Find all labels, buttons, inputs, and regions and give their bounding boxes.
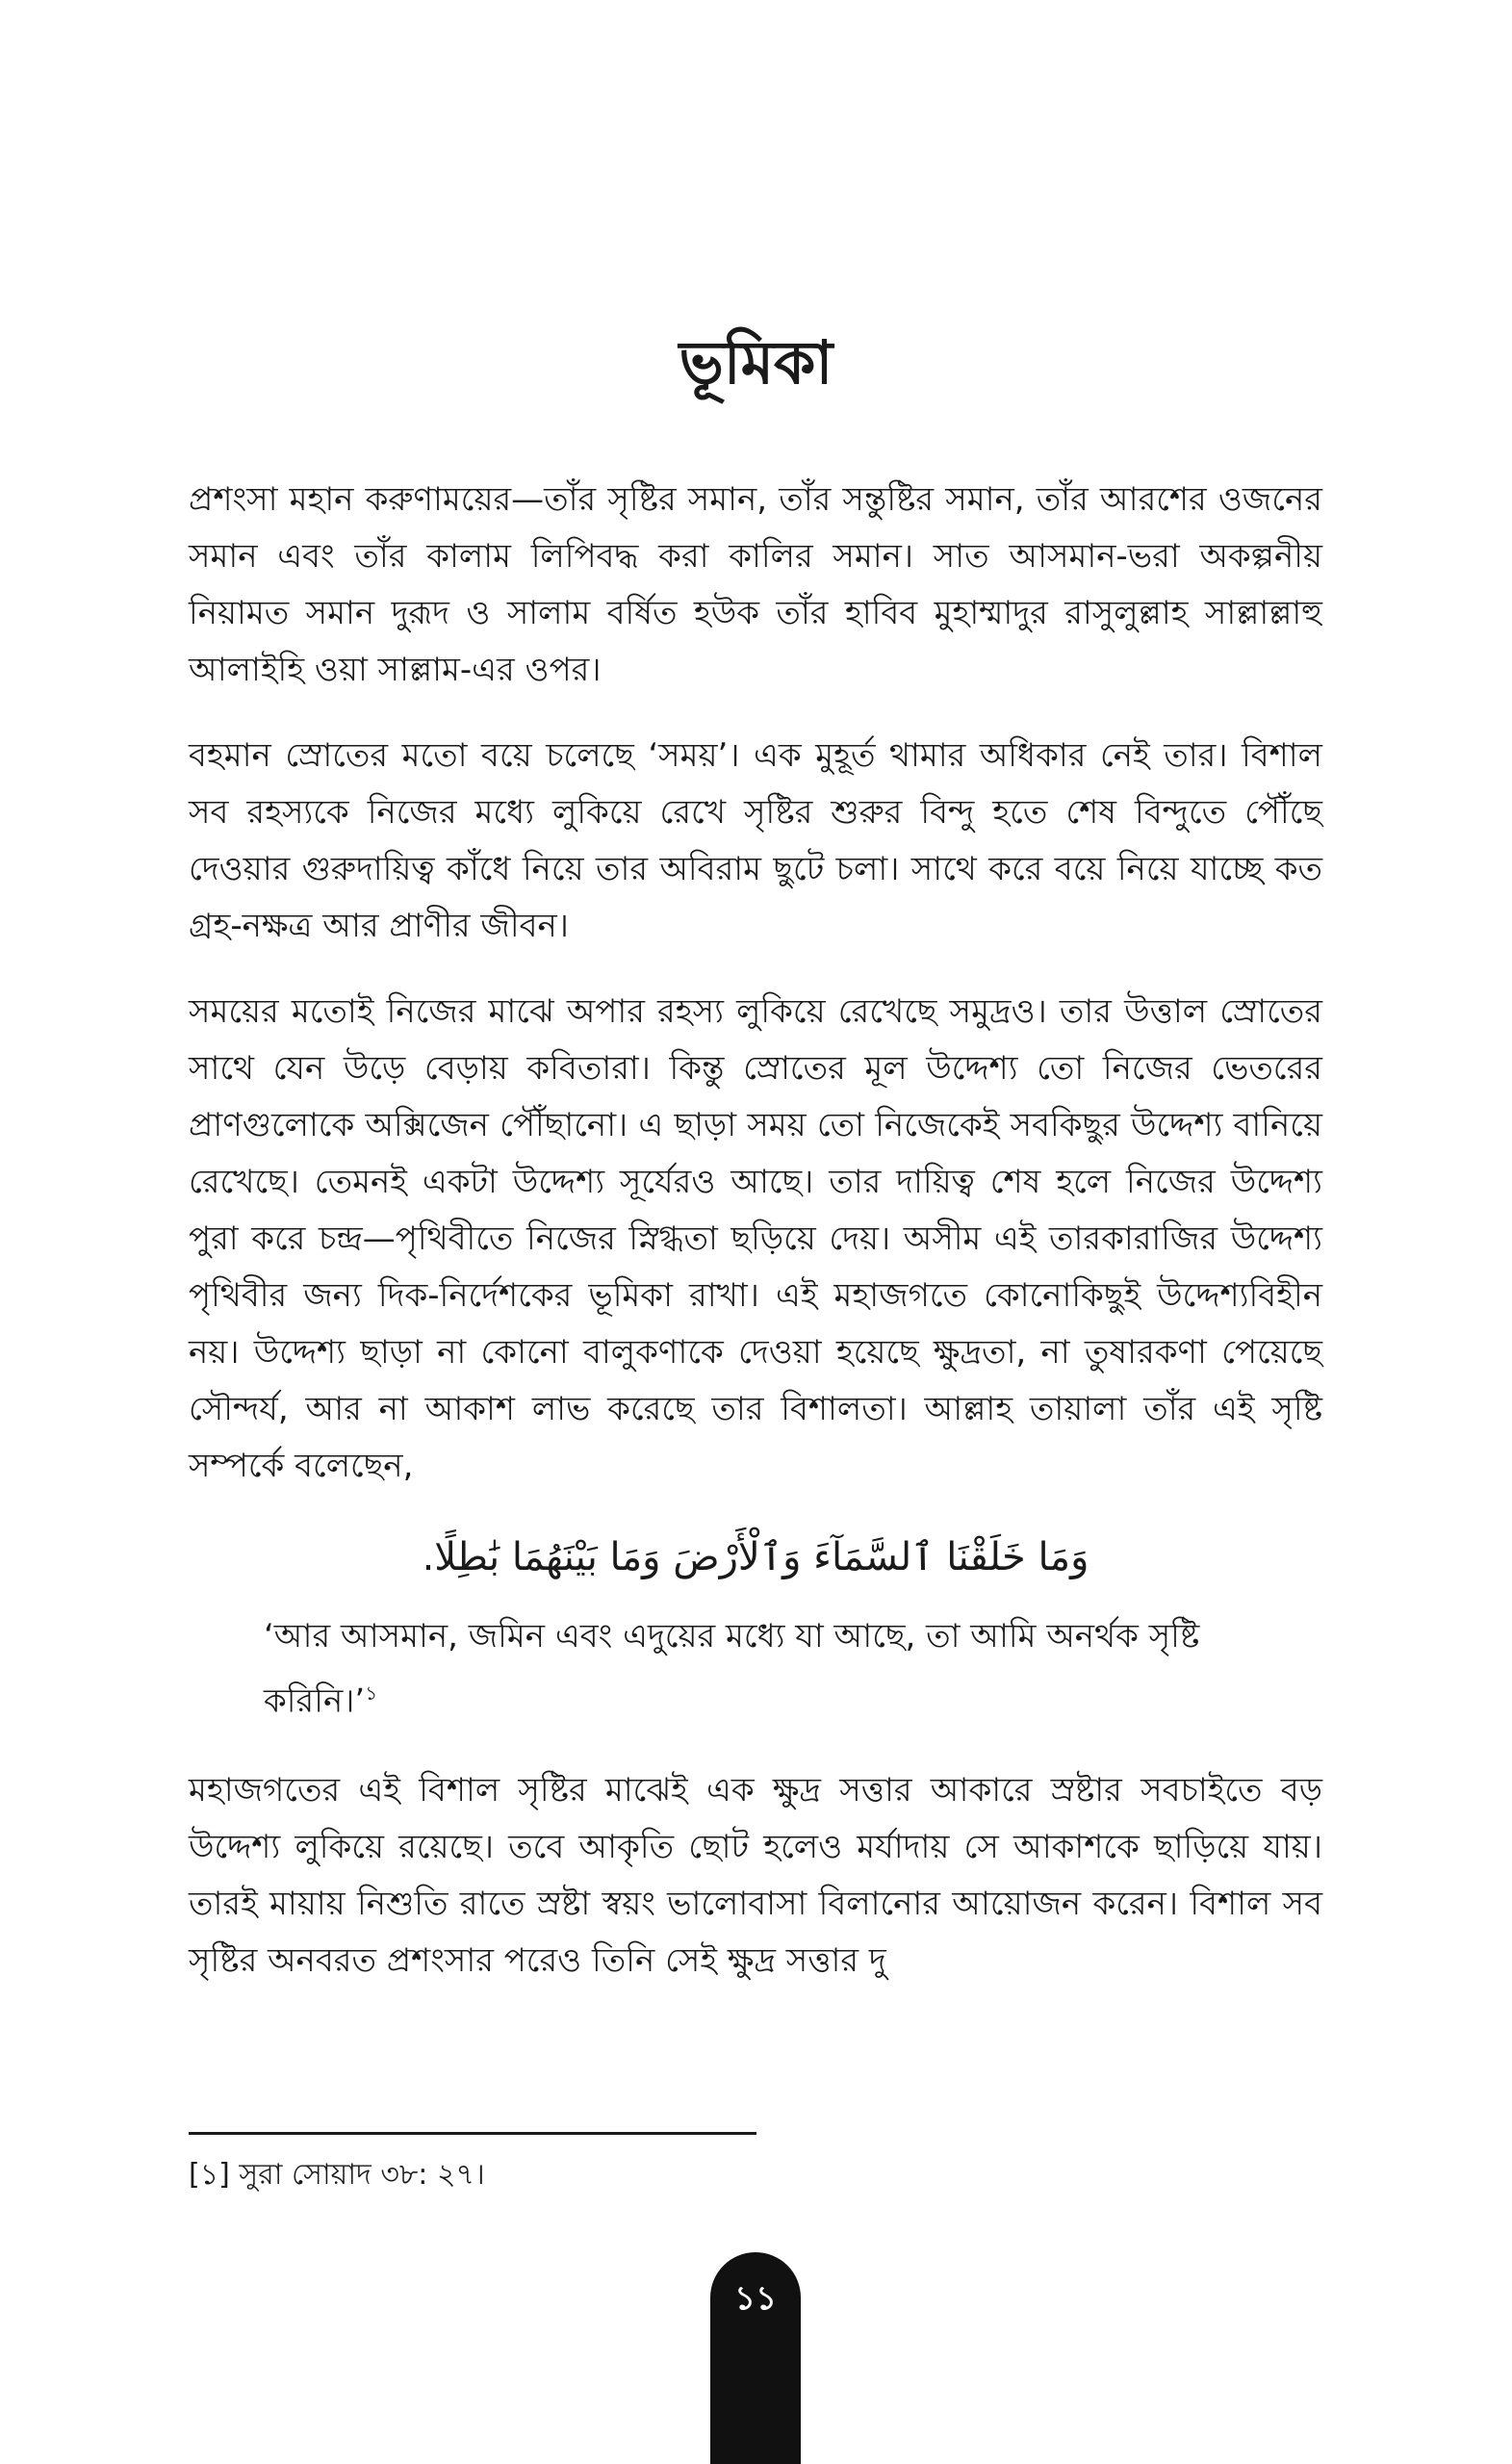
chapter-title: ভূমিকা <box>679 327 833 398</box>
verse-translation-text: ‘আর আসমান, জমিন এবং এদুয়ের মধ্যে যা আছে, তা আমি অনর্থক সৃষ্টি করিনি।’ <box>264 1617 1200 1721</box>
footnote: [১] সুরা সোয়াদ ৩৮: ২৭। <box>189 2158 485 2192</box>
paragraph-ocean: সময়ের মতোই নিজের মাঝে অপার রহস্য লুকিয়ে রেখেছে সমুদ্রও। তার উত্তাল স্রোতের সাথে যেন উড়ে বেড়ায় কবিতারা। কিন্তু স্রোতের মূল উদ্দেশ্য তো নিজের ভেতরের প্রাণগুলোকে অক্সিজেন পৌঁছানো। এ ছাড়া সময় তো নিজেকেই সবকিছুর উদ্দেশ্য বানিয়ে রেখেছে। তেমনই একটা উদ্দেশ্য সূর্যেরও আছে। তার দায়িত্ব শেষ হলে নিজের উদ্দেশ্য পুরা করে চন্দ্র—পৃথিবীতে নিজের স্নিগ্ধতা ছড়িয়ে দেয়। অসীম এই তারকারাজির উদ্দেশ্য পৃথিবীর জন্য দিক-নির্দেশকের ভূমিকা রাখা। এই মহাজগতে কোনোকিছুই উদ্দেশ্যবিহীন নয়। উদ্দেশ্য ছাড়া না কোনো বালুকণাকে দেওয়া হয়েছে ক্ষুদ্রতা, না তুষারকণা পেয়েছে সৌন্দর্য, আর না আকাশ লাভ করেছে তার বিশালতা। আল্লাহ তায়ালা তাঁর এই সৃষ্টি সম্পর্কে বলেছেন, <box>189 992 1322 1485</box>
verse-translation <box>189 1608 1322 1730</box>
page-number: ১১ <box>733 2279 778 2318</box>
paragraph-closing: মহাজগতের এই বিশাল সৃষ্টির মাঝেই এক ক্ষুদ্র সত্তার আকারে স্রষ্টার সবচাইতে বড় উদ্দেশ্য লুকিয়ে রয়েছে। তবে আকৃতি ছোট হলেও মর্যাদায় সে আকাশকে ছাড়িয়ে যায়। তারই মায়ায় নিশুতি রাতে স্রষ্টা স্বয়ং ভালোবাসা বিলানোর আয়োজন করেন। বিশাল সব সৃষ্টির অনবরত প্রশংসার পরেও তিনি সেই ক্ষুদ্র সত্তার দু <box>189 1771 1322 1981</box>
footnote-divider <box>189 2132 756 2135</box>
page-number-tab <box>710 2252 801 2464</box>
paragraph-praise: প্রশংসা মহান করুণাময়ের—তাঁর সৃষ্টির সমান, তাঁর সন্তুষ্টির সমান, তাঁর আরশের ওজনের সমান এবং তাঁর কালাম লিপিবদ্ধ করা কালির সমান। সাত আসমান-ভরা অকল্পনীয় নিয়ামত সমান দুরূদ ও সালাম বর্ষিত হউক তাঁর হাবিব মুহাম্মাদুর রাসুলুল্লাহ সাল্লাল্লাহু আলাইহি ওয়া সাল্লাম-এর ওপর। <box>189 480 1322 689</box>
paragraph-time: বহমান স্রোতের মতো বয়ে চলেছে ‘সময়’। এক মুহূর্ত থামার অধিকার নেই তার। বিশাল সব রহস্যকে নিজের মধ্যে লুকিয়ে রেখে সৃষ্টির শুরুর বিন্দু হতে শেষ বিন্দুতে পৌঁছে দেওয়ার গুরুদায়িত্ব কাঁধে নিয়ে তার অবিরাম ছুটে চলা। সাথে করে বয়ে নিয়ে যাচ্ছে কত গ্রহ-নক্ষত্র আর প্রাণীর জীবন। <box>189 736 1322 945</box>
body-text <box>189 472 1322 2018</box>
arabic-verse: وَمَا خَلَقْنَا ٱلسَّمَآءَ وَٱلْأَرْضَ وَمَا بَيْنَهُمَا بَٰطِلًا. <box>422 1535 1089 1579</box>
footnote-marker: ১ <box>365 1681 378 1705</box>
